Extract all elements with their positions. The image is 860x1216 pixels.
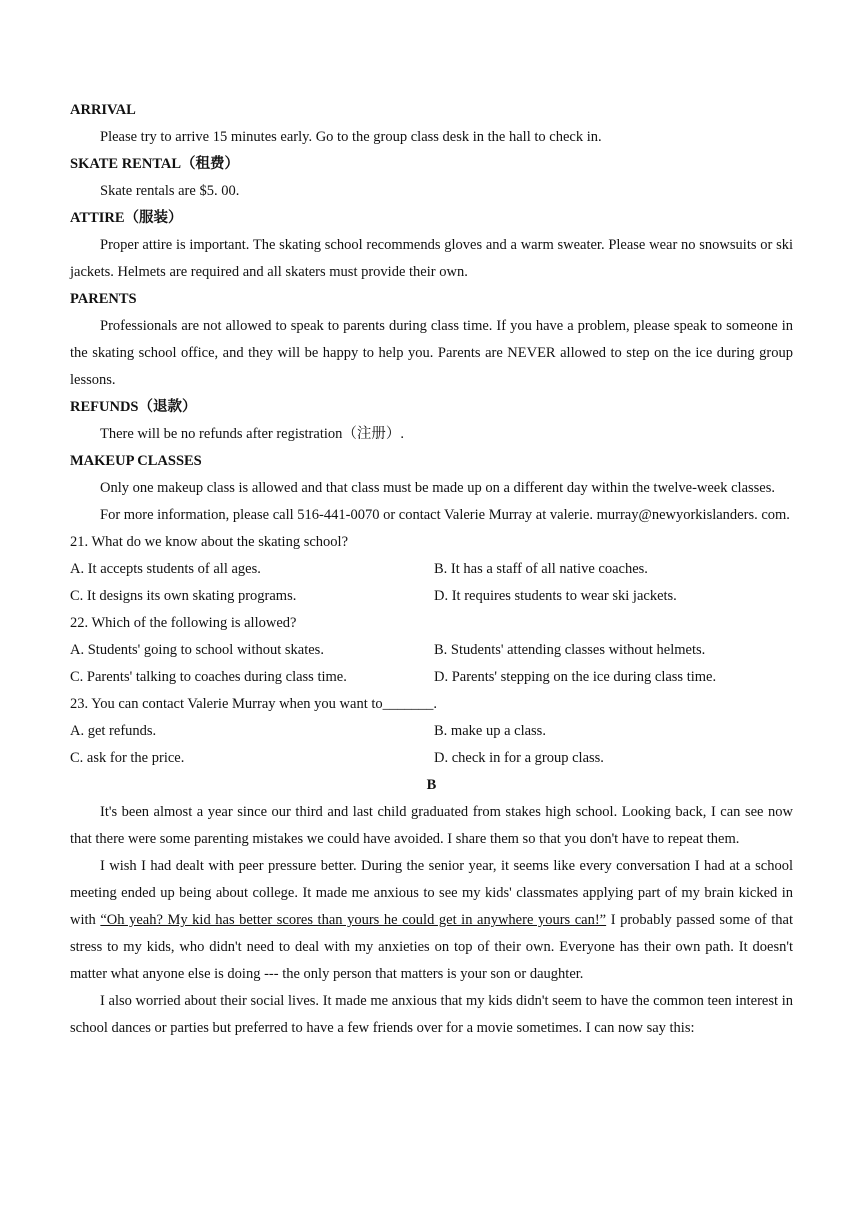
question-21-options-row-2 xyxy=(70,583,793,610)
paragraph-2-text-start: I wish I had dealt with peer pressure better. During the senior year, it seems like every conversation I had at a school meeting ended up being about college. It made me anxious to see my kids' classmates applying part of my brain kicked in with xyxy=(70,858,793,928)
option-22-c: C. Parents' talking to coaches during class time. xyxy=(70,669,347,685)
refunds-heading: REFUNDS（退款） xyxy=(70,399,197,415)
question-23-options-row-2 xyxy=(70,745,793,772)
option-23-b: B. make up a class. xyxy=(434,723,546,739)
option-21-c: C. It designs its own skating programs. xyxy=(70,588,297,604)
document-page xyxy=(70,97,793,1042)
option-23-d: D. check in for a group class. xyxy=(434,750,604,766)
passage-b-paragraph-1: It's been almost a year since our third and last child graduated from stakes high school. Looking back, I can see now that there were some parenting mistakes we could have avoided. I share them so that you don't have to repeat them. xyxy=(70,804,793,847)
underlined-quote: “Oh yeah? My kid has better scores than yours he could get in anywhere yours can!” xyxy=(100,912,607,928)
question-23-options-row-1 xyxy=(70,718,793,745)
question-22-options-row-2 xyxy=(70,664,793,691)
makeup-heading: MAKEUP CLASSES xyxy=(70,453,202,469)
question-21: 21. What do we know about the skating school? xyxy=(70,534,348,550)
option-22-b: B. Students' attending classes without helmets. xyxy=(434,642,706,658)
option-21-b: B. It has a staff of all native coaches. xyxy=(434,561,648,577)
passage-b-label: B xyxy=(426,777,437,793)
option-21-d: D. It requires students to wear ski jackets. xyxy=(434,588,677,604)
question-21-options-row-1 xyxy=(70,556,793,583)
skate-rental-heading: SKATE RENTAL（租费） xyxy=(70,156,240,172)
option-23-a: A. get refunds. xyxy=(70,723,157,739)
option-22-d: D. Parents' stepping on the ice during class time. xyxy=(434,669,717,685)
arrival-text: Please try to arrive 15 minutes early. Go to the group class desk in the hall to check in. xyxy=(100,129,602,145)
refunds-text: There will be no refunds after registration（注册）. xyxy=(100,426,405,442)
option-23-c: C. ask for the price. xyxy=(70,750,185,766)
skate-rental-text: Skate rentals are $5. 00. xyxy=(100,183,240,199)
question-23: 23. You can contact Valerie Murray when you want to_______. xyxy=(70,696,437,712)
option-21-a: A. It accepts students of all ages. xyxy=(70,561,261,577)
parents-heading: PARENTS xyxy=(70,291,137,307)
arrival-heading: ARRIVAL xyxy=(70,102,136,118)
attire-text: Proper attire is important. The skating school recommends gloves and a warm sweater. Please wear no snowsuits or ski jackets. Helmets are required and all skaters must provide their own. xyxy=(70,237,793,280)
passage-b-paragraph-2 xyxy=(70,853,793,988)
attire-heading: ATTIRE（服装） xyxy=(70,210,183,226)
makeup-text: Only one makeup class is allowed and that class must be made up on a different day within the twelve-week classes. xyxy=(100,480,776,496)
passage-b-paragraph-3: I also worried about their social lives. It made me anxious that my kids didn't seem to have the common teen interest in school dances or parties but preferred to have a few friends over for a movie sometimes. I can now say this: xyxy=(70,993,793,1036)
contact-text: For more information, please call 516-441-0070 or contact Valerie Murray at valerie. murray@newyorkislanders. com. xyxy=(100,507,790,523)
question-22: 22. Which of the following is allowed? xyxy=(70,615,297,631)
paragraph-2-text-end: I probably passed some of that stress to my kids, who didn't need to deal with my anxieties on top of their own. Everyone has their own path. It doesn't matter what anyone else is doing --- the only person that matters is your son or daughter. xyxy=(70,912,793,982)
option-22-a: A. Students' going to school without skates. xyxy=(70,642,324,658)
parents-text: Professionals are not allowed to speak to parents during class time. If you have a problem, please speak to someone in the skating school office, and they will be happy to help you. Parents are NEVER allowed to step on the ice during group lessons. xyxy=(70,318,793,388)
question-22-options-row-1 xyxy=(70,637,793,664)
